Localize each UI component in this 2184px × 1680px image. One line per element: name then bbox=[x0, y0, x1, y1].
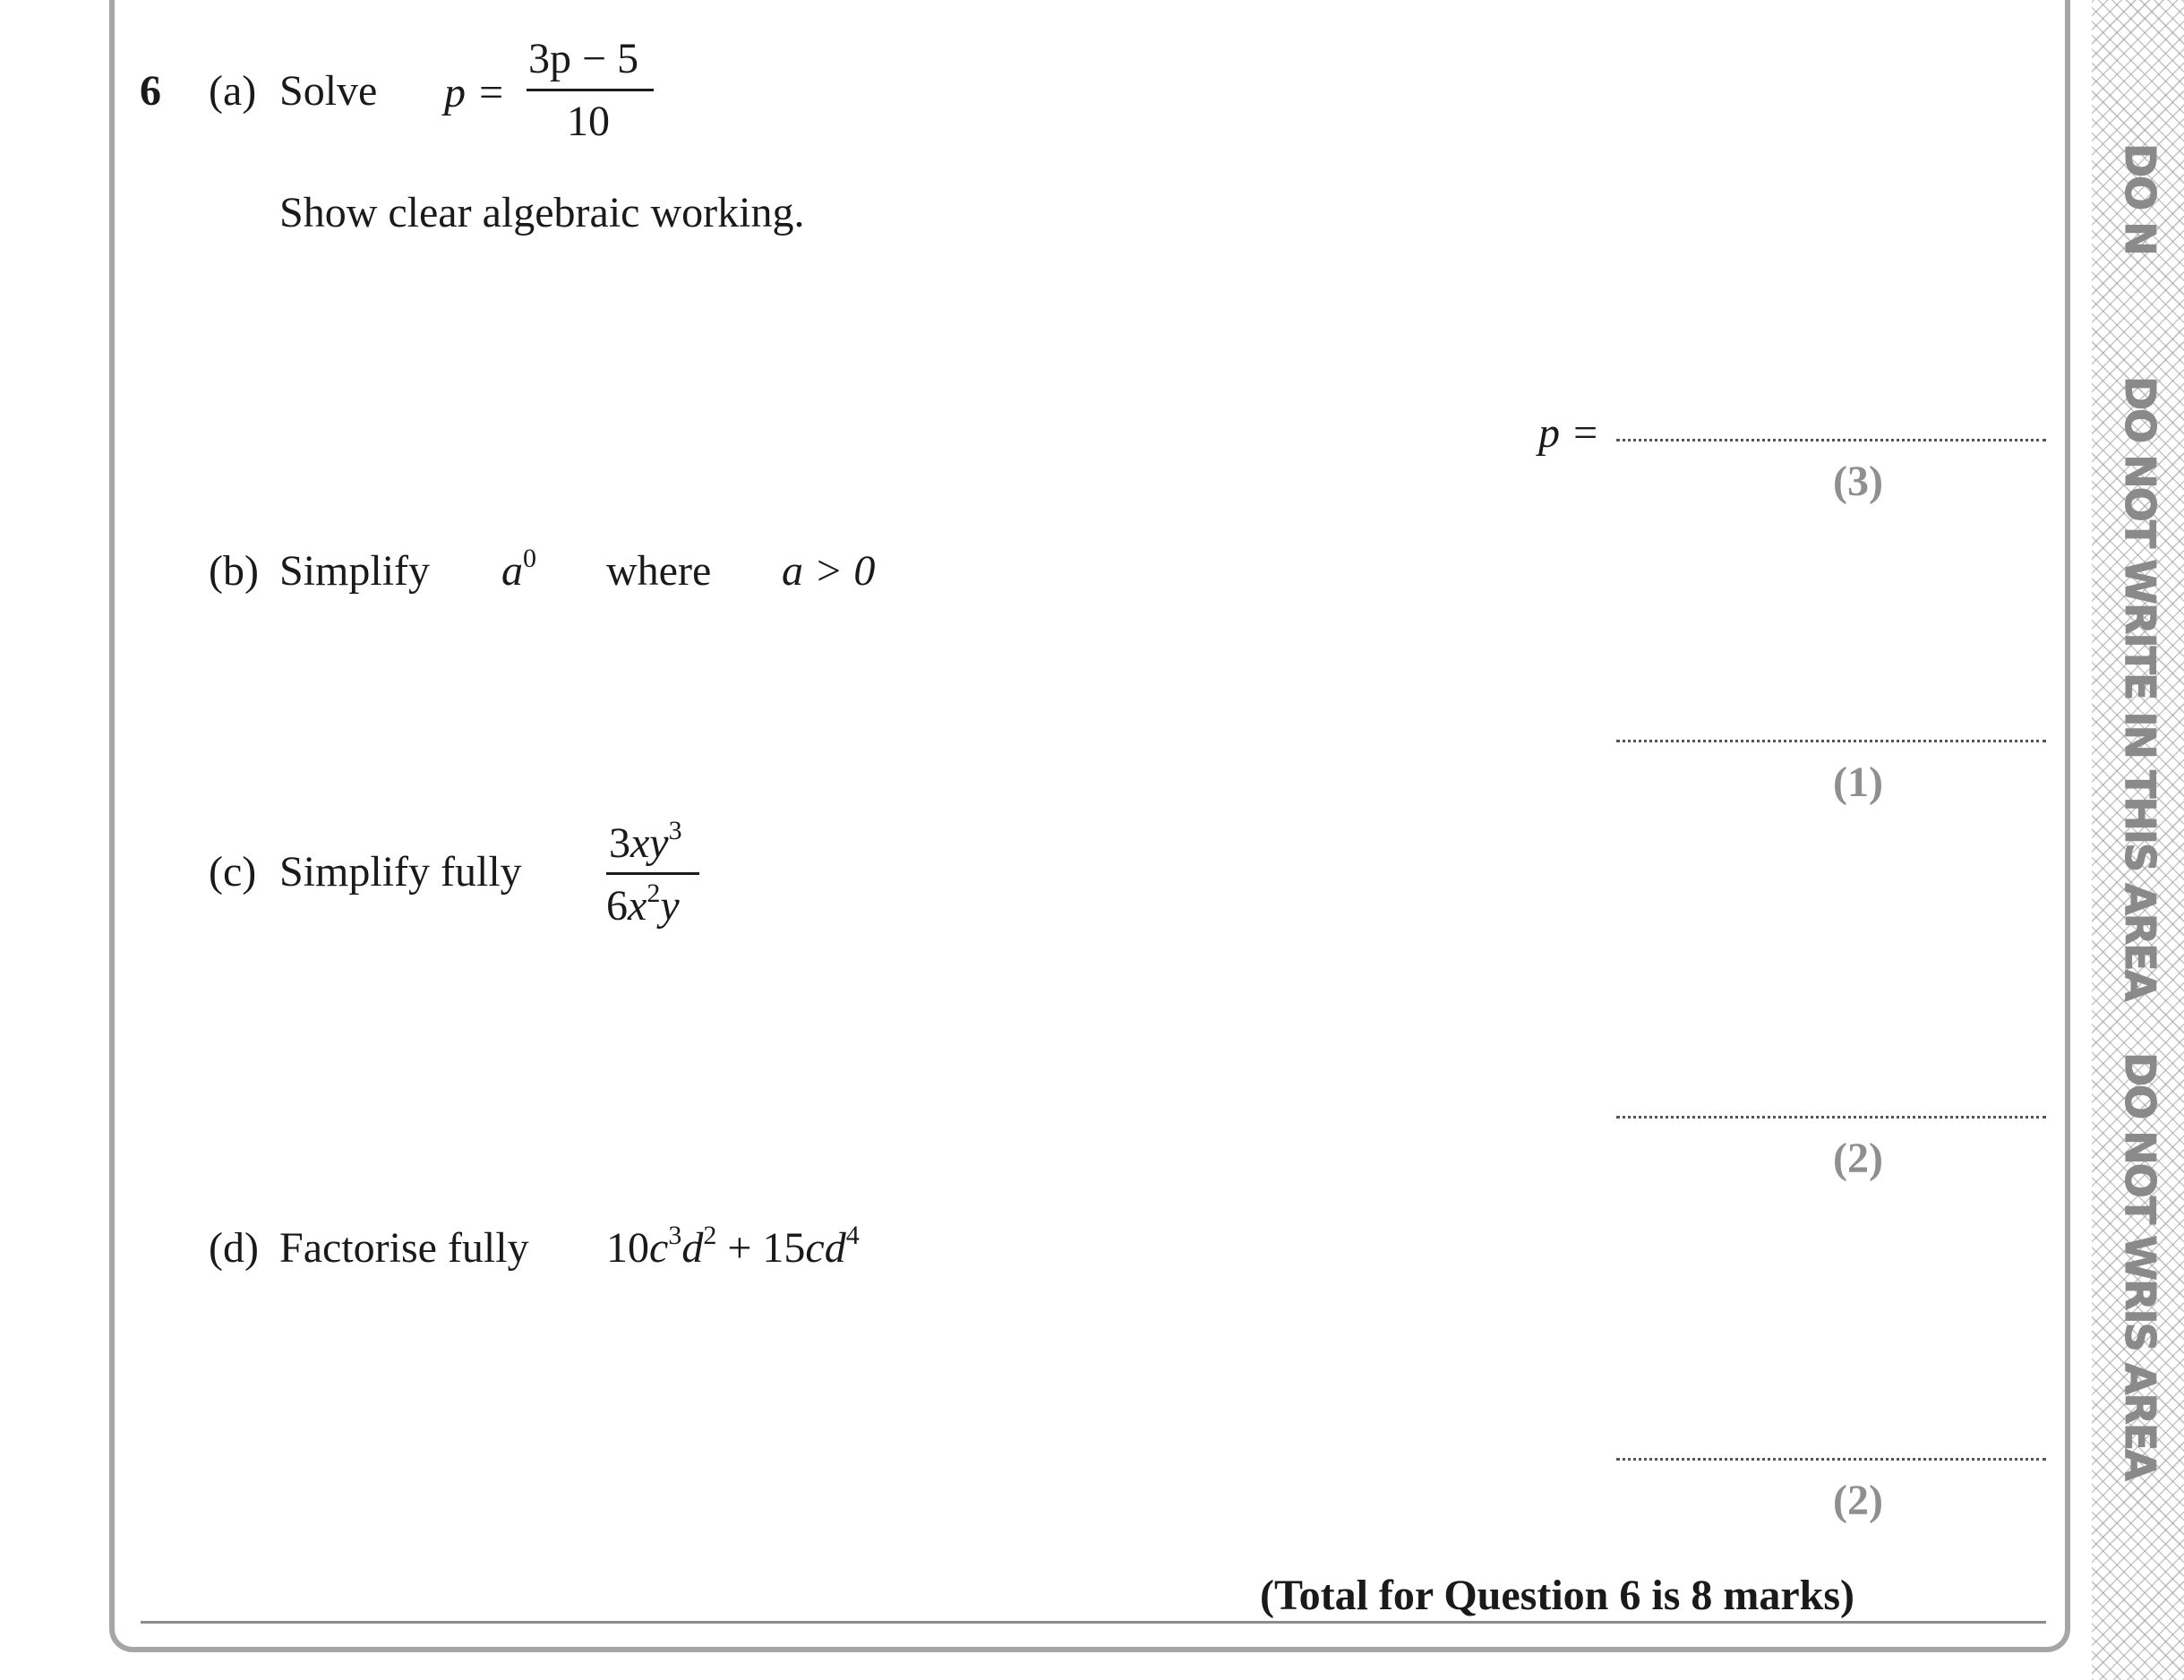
part-c-fraction-bar bbox=[606, 872, 699, 875]
part-a-instruction: Solve bbox=[279, 67, 378, 115]
part-b-where: where bbox=[606, 547, 712, 595]
part-d-answer-line[interactable] bbox=[1616, 1458, 2046, 1461]
part-a-label: (a) bbox=[209, 67, 257, 115]
part-a-note: Show clear algebraic working. bbox=[279, 189, 805, 236]
part-c-den-exp: 2 bbox=[647, 879, 661, 908]
part-a-numerator: 3p − 5 bbox=[528, 35, 639, 82]
part-c-den-var2: y bbox=[660, 882, 680, 930]
part-a-denominator: 10 bbox=[567, 98, 610, 145]
part-b-label: (b) bbox=[209, 547, 259, 595]
part-d-t1-var1: c bbox=[649, 1224, 669, 1272]
part-d-t2-vars: cd bbox=[805, 1224, 846, 1272]
part-a-answer-prefix: p = bbox=[1538, 409, 1600, 457]
part-d-t1-coeff: 10 bbox=[606, 1224, 649, 1272]
part-d-t2-coeff: 15 bbox=[762, 1224, 806, 1272]
part-d-marks: (2) bbox=[1833, 1477, 1883, 1524]
part-d-t1-exp1: 3 bbox=[668, 1221, 682, 1250]
part-d-expression bbox=[606, 1221, 860, 1272]
part-d-instruction: Factorise fully bbox=[279, 1224, 529, 1272]
question-total: (Total for Question 6 is 8 marks) bbox=[1260, 1572, 1855, 1619]
part-d-t1-var2: d bbox=[681, 1224, 704, 1272]
part-a-fraction-bar bbox=[527, 89, 654, 91]
part-c-num-exp: 3 bbox=[668, 816, 682, 845]
question-frame bbox=[109, 0, 2070, 1652]
part-b-answer-line[interactable] bbox=[1616, 740, 2046, 742]
question-number: 6 bbox=[140, 67, 161, 115]
part-a-marks: (3) bbox=[1833, 458, 1883, 505]
part-a-answer-line[interactable] bbox=[1616, 439, 2046, 441]
part-c-marks: (2) bbox=[1833, 1135, 1883, 1182]
part-c-num-coeff: 3 bbox=[609, 819, 630, 867]
margin-text-3: DO NOT WRIS AREA bbox=[2116, 1052, 2164, 1479]
part-b-condition: a > 0 bbox=[782, 547, 876, 595]
part-c-den-coeff: 6 bbox=[606, 882, 628, 930]
part-b-base: a bbox=[501, 547, 523, 595]
part-d-t1-exp2: 2 bbox=[703, 1221, 717, 1250]
part-a-lhs: p = bbox=[444, 69, 506, 116]
part-b-marks: (1) bbox=[1833, 759, 1883, 806]
part-d-plus: + bbox=[727, 1224, 752, 1272]
part-c-den-var1: x bbox=[628, 882, 647, 930]
part-c-label: (c) bbox=[209, 848, 257, 896]
part-c-answer-line[interactable] bbox=[1616, 1116, 2046, 1119]
part-c-num-vars: xy bbox=[630, 819, 669, 867]
part-c-denominator bbox=[606, 879, 680, 930]
part-b-expression bbox=[501, 544, 536, 595]
part-b-instruction: Simplify bbox=[279, 547, 431, 595]
part-c-instruction: Simplify fully bbox=[279, 848, 522, 896]
do-not-write-margin bbox=[2092, 0, 2184, 1680]
margin-text-1: DO N bbox=[2116, 143, 2164, 254]
margin-text-2: DO NOT WRITE IN THIS AREA bbox=[2116, 376, 2164, 1000]
bottom-rule bbox=[141, 1621, 2046, 1624]
part-d-t2-exp: 4 bbox=[845, 1221, 860, 1250]
part-c-numerator bbox=[609, 816, 682, 867]
part-d-label: (d) bbox=[209, 1224, 259, 1272]
part-b-exponent: 0 bbox=[523, 544, 536, 573]
